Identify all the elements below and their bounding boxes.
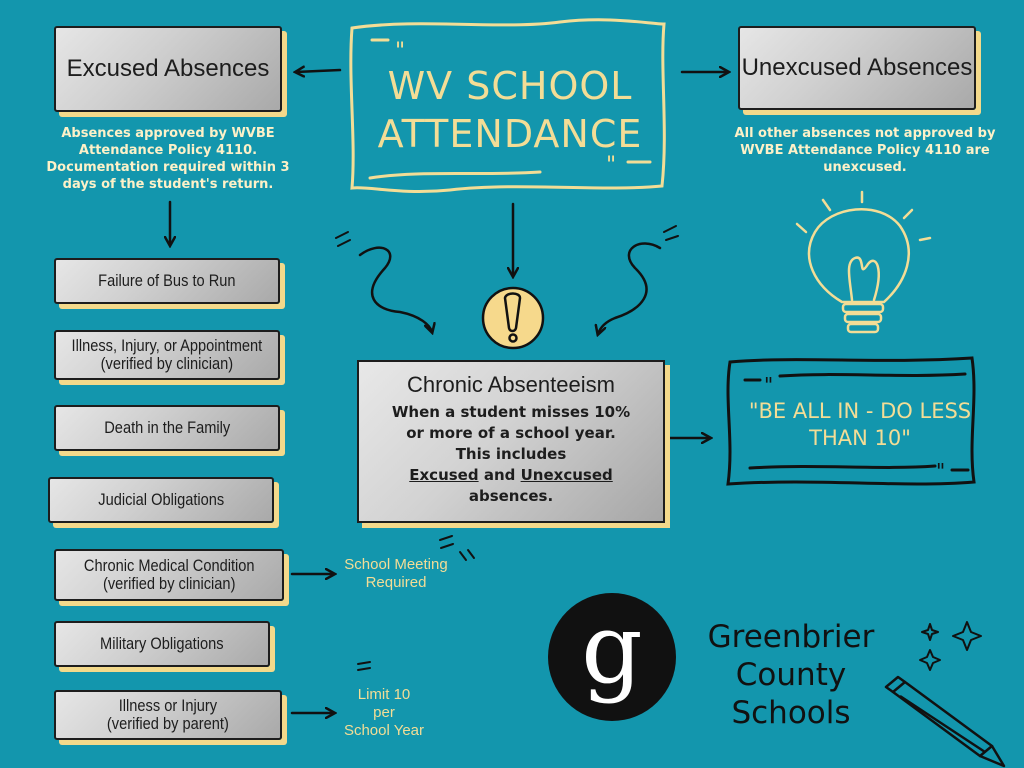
- district-logo: [548, 593, 676, 721]
- chronic-line1: When a student misses 10%: [391, 403, 631, 421]
- slogan: "BE ALL IN - DO LESS THAN 10": [748, 399, 972, 450]
- list-item: [48, 477, 274, 523]
- list-item-label: Military Obligations: [100, 634, 224, 654]
- sparkle-icons: [920, 622, 981, 670]
- quote-close-mark: ": [606, 153, 617, 178]
- list-item: [54, 258, 280, 304]
- list-item-sub: (verified by clinician): [102, 574, 236, 593]
- arrow-to-excused: [296, 70, 340, 72]
- list-item: [54, 549, 284, 601]
- page-title: WV SCHOOL ATTENDANCE: [377, 64, 643, 156]
- chronic-line3: This includes: [455, 445, 567, 463]
- district-name: [686, 618, 896, 732]
- and-word: and: [483, 466, 516, 484]
- list-item-sub: (verified by clinician): [100, 354, 234, 373]
- list-item-label: Illness or Injury: [118, 696, 218, 716]
- chronic-ending: absences.: [468, 487, 554, 505]
- list-item: [54, 330, 280, 380]
- list-item-label: Judicial Obligations: [98, 490, 224, 510]
- district-name-line1: Greenbrier: [707, 619, 875, 655]
- excused-word: Excused: [409, 466, 479, 484]
- unexcused-description: All other absences not approved by WVBE Attendance Policy 4110 are unexcused.: [734, 126, 996, 175]
- excused-heading-box: [54, 26, 282, 112]
- unexcused-heading-box: [738, 26, 976, 110]
- list-item-label: Failure of Bus to Run: [98, 271, 236, 291]
- chronic-absenteeism-box: [357, 360, 665, 523]
- chronic-title: Chronic Absenteeism: [407, 372, 615, 397]
- limit-note: [334, 686, 434, 740]
- curly-arrow-right: [598, 244, 660, 334]
- quote-open-mark: ": [395, 39, 406, 64]
- list-item: [54, 621, 270, 667]
- svg-text:": ": [764, 373, 774, 397]
- list-item-label: Death in the Family: [104, 418, 230, 438]
- list-item: [54, 690, 282, 740]
- excused-heading: Excused Absences: [66, 55, 270, 83]
- unexcused-heading: Unexcused Absences: [741, 54, 973, 82]
- list-item-label: Chronic Medical Condition: [83, 556, 255, 576]
- list-item-label: Illness, Injury, or Appointment: [71, 336, 263, 356]
- curly-arrow-left: [360, 248, 432, 332]
- list-item-sub: (verified by parent): [107, 714, 229, 733]
- limit-note-line3: School Year: [343, 722, 425, 739]
- limit-note-line1: Limit 10: [357, 686, 411, 703]
- pencil-icon: [886, 677, 1004, 766]
- lightbulb-icon: [797, 192, 930, 332]
- list-item: [54, 405, 280, 451]
- district-name-line2: County Schools: [731, 657, 851, 731]
- limit-note-line2: per: [373, 704, 395, 721]
- school-meeting-note: School Meeting Required: [344, 556, 448, 591]
- chronic-line2: or more of a school year.: [406, 424, 616, 442]
- excused-description: Absences approved by WVBE Attendance Policy 4110. Documentation required within 3 days of the student's return.: [46, 126, 290, 192]
- exclamation-icon: [483, 288, 543, 348]
- chronic-description: [359, 402, 663, 507]
- logo-letter: g: [581, 593, 643, 705]
- svg-text:": ": [936, 459, 946, 483]
- unexcused-word: Unexcused: [520, 466, 613, 484]
